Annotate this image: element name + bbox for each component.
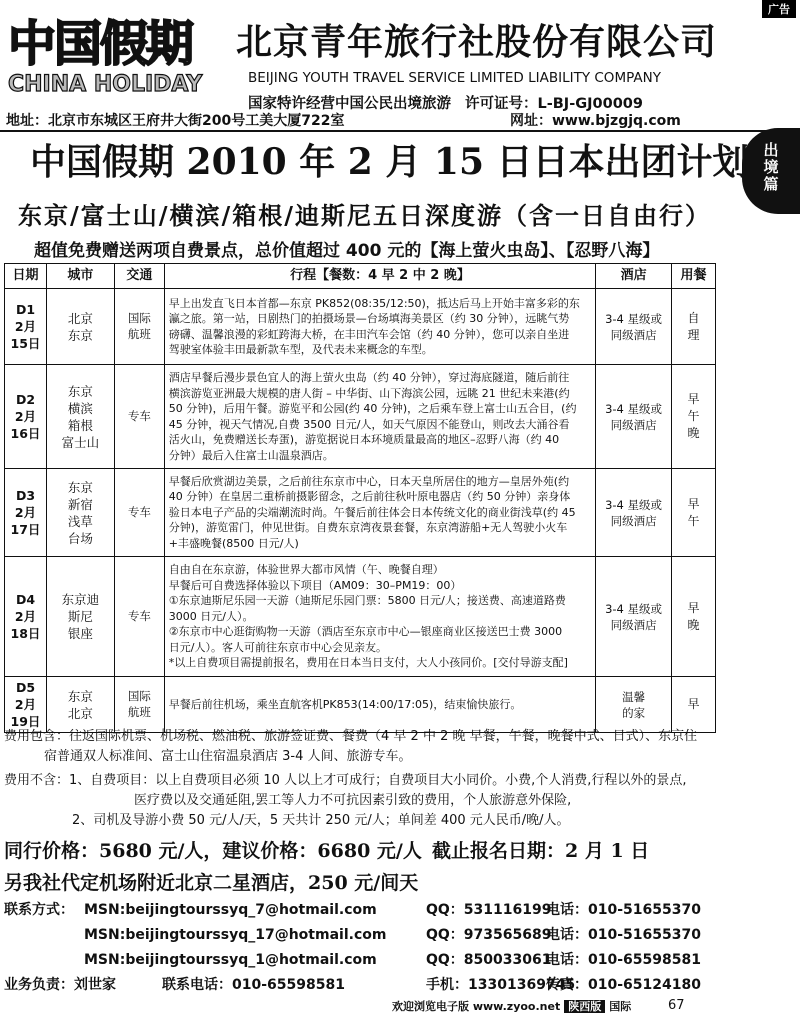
manager-fax: 传真：010-65124180 (546, 977, 701, 993)
footer-section: 国际 (609, 1000, 632, 1013)
contact-label: 联系方式： (4, 902, 74, 918)
hotel-cell: 3-4 星级或 同级酒店 (596, 469, 672, 557)
itinerary-line: 日元/人）。客人可前往东京市中心会见亲友。 (168, 640, 388, 654)
table-row (5, 365, 716, 469)
itinerary-line: 45 分钟，视天气情况,自费 3500 日元/人，如天气原因不能登山，则改去大涌谷看 (168, 417, 570, 431)
itinerary-line: 活火山，免费赠送长寿蛋)，游览据说日本环境质量最高的地区–忍野八海（约 40 (168, 433, 560, 446)
meal-cell: 早 (672, 677, 716, 733)
table-row (5, 677, 716, 733)
itinerary-line: +丰盛晚餐(8500 日元/人) (168, 536, 299, 550)
section-tab (742, 128, 800, 214)
license-text: 国家特许经营中国公民出境旅游 (248, 96, 451, 112)
city-cell: 东京迪 斯尼 银座 (46, 557, 114, 677)
edition-badge: 陕西版 (564, 1000, 605, 1013)
header-transport: 交通 (114, 264, 164, 289)
qq-contact: QQ：531116199 (426, 902, 552, 918)
city-cell: 东京 北京 (46, 677, 114, 733)
deadline-line: 截止报名日期：2 月 1 日 (432, 840, 650, 862)
table-row (5, 557, 716, 677)
transport-cell: 国际 航班 (114, 677, 164, 733)
itinerary-line: ①东京迪斯尼乐园一天游（迪斯尼乐园门票：5800 日元/人；接送费、高速道路费 (168, 594, 566, 608)
day-cell: D4 2月 18日 (5, 557, 47, 677)
msn-contact[interactable]: MSN:beijingtourssyq_7@hotmail.com (84, 902, 377, 918)
city-cell: 北京 东京 (46, 289, 114, 365)
itinerary-cell (164, 557, 595, 677)
transport-cell: 国际 航班 (114, 289, 164, 365)
price-line: 同行价格：5680 元/人，建议价格：6680 元/人 (4, 840, 422, 862)
msn-contact[interactable]: MSN:beijingtourssyq_1@hotmail.com (84, 952, 377, 968)
itinerary-line: 40 分钟）在皇居二重桥前摄影留念，之后前往秋叶原电器店（约 50 分钟）亲身体 (168, 490, 571, 504)
itinerary-line: 早上出发直飞日本首都—东京 PK852(08:35/12:50)，抵达后马上开始丰富多彩的东 (168, 296, 580, 310)
manager-tel: 联系电话：010-65598581 (162, 977, 345, 993)
logo-cn: 中国假期 (8, 16, 193, 72)
contact-row (4, 948, 734, 972)
qq-contact: QQ：850033061 (426, 952, 552, 968)
header-hotel: 酒店 (596, 264, 672, 289)
city-cell: 东京 新宿 浅草 台场 (46, 469, 114, 557)
website: 网址：www.bjzgjq.com (510, 113, 681, 129)
itinerary-line: 驾驶室体验丰田最新款车型，及代表未来概念的车型。 (168, 343, 433, 356)
day-cell: D2 2月 16日 (5, 365, 47, 469)
itinerary-line: ②东京市中心逛街购物一天游（酒店至东京市中心—银座商业区接送巴士费 3000 (168, 625, 563, 639)
logo-en: CHINA HOLIDAY (8, 72, 203, 97)
footer (392, 998, 631, 1014)
qq-contact: QQ：973565689 (426, 927, 552, 943)
itinerary-line: 分钟）最后入住富士山温泉酒店。 (168, 448, 334, 462)
hotel-cell: 3-4 星级或 同级酒店 (596, 365, 672, 469)
phone-contact: 电话：010-65598581 (546, 952, 701, 968)
section-tab-char: 篇 (763, 175, 779, 193)
address: 地址：北京市东城区王府井大街200号工美大厦722室 (6, 113, 345, 129)
table-row (5, 289, 716, 365)
header-itinerary: 行程【餐数：4 早 2 中 2 晚】 (164, 264, 595, 289)
itinerary-line: *以上自费项目需提前报名，费用在日本当日支付，大人小孩同价。[交付导游支配] (168, 656, 568, 670)
phone-contact: 电话：010-51655370 (546, 902, 701, 918)
itinerary-line: 自由自在东京游，体验世界大都市风情（午、晚餐自理） (168, 563, 444, 577)
manager-mobile: 手机：13301369745 (426, 977, 576, 993)
meal-cell: 早 午 (672, 469, 716, 557)
itinerary-line: 横滨游览亚洲最大规模的唐人街 – 中华街、山下海滨公园，远眺 21 世纪未来港(约 (168, 386, 570, 400)
fees-included-line: 费用包含：往返国际机票、机场税、燃油税、旅游签证费、餐费（4 早 2 中 2 晚 早餐，午餐，晚餐中式、日式）、东京住 (4, 729, 698, 744)
city-cell: 东京 横滨 箱根 富士山 (46, 365, 114, 469)
page-number: 67 (668, 998, 685, 1013)
fees-excluded-line: 费用不含：1、自费项目：以上自费项目必须 10 人以上才可成行；自费项目大小同价。小费,个人消费,行程以外的景点, (4, 773, 687, 788)
fees-excluded-line: 2、司机及导游小费 50 元/人/天，5 天共计 250 元/人；单间差 400 元人民币/晚/人。 (72, 813, 570, 828)
table-header-row (5, 264, 716, 289)
meal-cell: 早 晚 (672, 557, 716, 677)
section-tab-char: 境 (763, 158, 779, 176)
msn-contact[interactable]: MSN:beijingtourssyq_17@hotmail.com (84, 927, 387, 943)
itinerary-line: 早餐后欣赏湖边美景，之后前往东京市中心，日本天皇所居住的地方—皇居外苑(约 (168, 474, 570, 488)
itinerary-line: 磅礴、温馨浪漫的彩虹跨海大桥，在丰田汽车会馆（约 40 分钟），您可以亲自坐进 (168, 327, 570, 341)
itinerary-line: 早餐后前往机场，乘坐直航客机PK853(14:00/17:05)，结束愉快旅行。 (168, 697, 522, 711)
itinerary-line: 验日本电子产品的尖端潮流时尚。午餐后前往体会日本传统文化的商业街浅草(约 45 (168, 505, 576, 519)
hotel-cell: 3-4 星级或 同级酒店 (596, 289, 672, 365)
phone-contact: 电话：010-51655370 (546, 927, 701, 943)
address-row (6, 110, 681, 130)
page-subtitle: 东京/富士山/横滨/箱根/迪斯尼五日深度游（含一日自由行） (18, 201, 712, 230)
day-cell: D3 2月 17日 (5, 469, 47, 557)
promo-line: 超值免费赠送两项自费景点，总价值超过 400 元的【海上萤火虫岛】、【忍野八海】 (34, 241, 660, 261)
fees-excluded-line: 医疗费以及交通延阻,罢工等人力不可抗因素引致的费用，个人旅游意外保险, (134, 793, 572, 808)
hotel-note: 另我社代定机场附近北京二星酒店，250 元/间天 (4, 872, 419, 894)
transport-cell: 专车 (114, 365, 164, 469)
footer-text[interactable]: 欢迎浏览电子版 www.zyoo.net (392, 1000, 561, 1013)
company-name-en: BEIJING YOUTH TRAVEL SERVICE LIMITED LIABILITY COMPANY (248, 70, 661, 86)
header-divider (0, 130, 800, 132)
contact-row (4, 898, 734, 922)
day-cell: D1 2月 15日 (5, 289, 47, 365)
itinerary-cell (164, 289, 595, 365)
itinerary-cell (164, 677, 595, 733)
day-cell: D5 2月 19日 (5, 677, 47, 733)
table-row (5, 469, 716, 557)
itinerary-line: 酒店早餐后漫步景色宜人的海上萤火虫岛（约 40 分钟），穿过海底隧道，随后前往 (168, 371, 570, 384)
itinerary-line: 早餐后可自费选择体验以下项目（AM09：30–PM19：00） (168, 578, 462, 592)
license-number: 许可证号：L-BJ-GJ00009 (465, 96, 643, 112)
manager-row (4, 973, 734, 997)
itinerary-table (4, 263, 716, 733)
company-name-cn: 北京青年旅行社股份有限公司 (236, 21, 718, 63)
fees-section (4, 727, 794, 831)
itinerary-cell (164, 365, 595, 469)
header-date: 日期 (5, 264, 47, 289)
itinerary-line: 瀛之旅。第一站，日剧热门的拍摄场景—台场填海美景区（约 30 分钟），远眺气势 (168, 312, 570, 325)
hotel-cell: 3-4 星级或 同级酒店 (596, 557, 672, 677)
meal-cell: 自 理 (672, 289, 716, 365)
manager-name: 业务负责：刘世家 (4, 977, 116, 993)
itinerary-cell (164, 469, 595, 557)
page-title: 中国假期 2010 年 2 月 15 日日本出团计划 (30, 141, 749, 183)
ad-tag: 广告 (762, 0, 796, 18)
itinerary-line: 3000 日元/人）。 (168, 609, 254, 623)
transport-cell: 专车 (114, 469, 164, 557)
fees-included-line: 宿普通双人标准间、富士山住宿温泉酒店 3-4 人间、旅游专车。 (44, 749, 412, 764)
contact-row (4, 923, 734, 947)
hotel-cell: 温馨 的家 (596, 677, 672, 733)
meal-cell: 早 午 晚 (672, 365, 716, 469)
itinerary-line: 分钟)，游览雷门，仲见世街。自费东京湾夜景套餐，东京湾游船+无人驾驶小火车 (168, 521, 568, 535)
section-tab-char: 出 (763, 141, 779, 159)
transport-cell: 专车 (114, 557, 164, 677)
header-meal: 用餐 (672, 264, 716, 289)
header-city: 城市 (46, 264, 114, 289)
itinerary-line: 50 分钟)，后用午餐。游览平和公园(约 40 分钟)，之后乘车登上富士山五合目，(约 (168, 402, 577, 415)
